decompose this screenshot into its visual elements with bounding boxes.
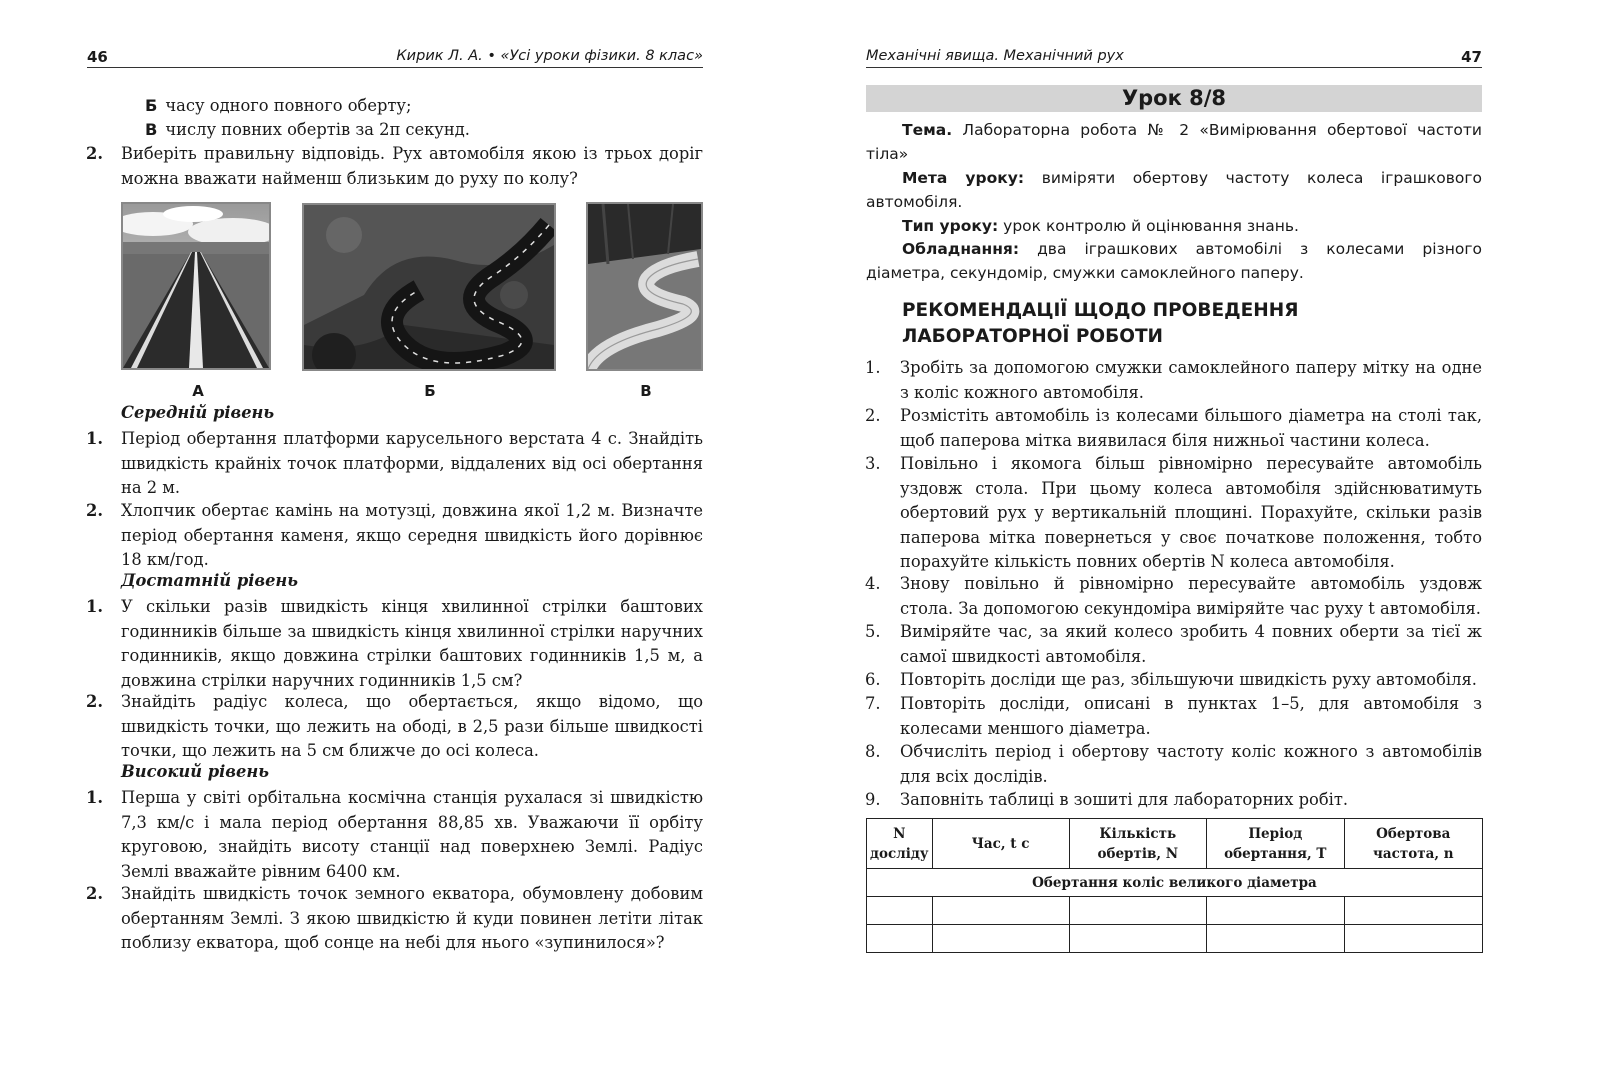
option-letter: Б <box>145 96 158 115</box>
table-section-label: Обертання коліс великого діаметра <box>867 869 1483 897</box>
topic-label: Тема. <box>902 121 953 139</box>
task-text: Знайдіть радіус колеса, що обертається, якщо відомо, що швидкість точки, що лежить на ободі, в 2,5 рази більше швидкості точки, що лежить на 5 см ближче до осі колеса. <box>121 692 703 761</box>
sufficient-task-2 <box>86 690 703 764</box>
high-task-1 <box>86 786 703 884</box>
topic-paragraph <box>866 118 1482 166</box>
step-number: 8. <box>865 742 881 761</box>
serpentine-road-photo <box>302 203 556 371</box>
step-9 <box>865 788 1482 813</box>
table-cell <box>1069 897 1206 925</box>
task-text: Хлопчик обертає камінь на мотузці, довжина якої 1,2 м. Визначте період обертання каменя, якщо середня швидкість його дорівнює 18 км/год. <box>121 501 703 570</box>
table-cell <box>867 897 933 925</box>
goal-label: Мета уроку: <box>902 169 1025 187</box>
step-text: Повільно і якомога більш рівномірно пересувайте автомобіль уздовж стола. При цьому колеса автомобіля здійснюватимуть обертовий рух у вертикальній площині. Порахуйте, скільки разів паперова мітка повернеться у своє початкове положення, тобто порахуйте кількість повних обертів N колеса автомобіля. <box>900 454 1482 572</box>
recommendations-heading-line-2: ЛАБОРАТОРНОЇ РОБОТИ <box>902 326 1164 347</box>
option-text: часу одного повного оберту; <box>165 96 412 115</box>
photo-caption-a: А <box>192 382 204 400</box>
task-text: Перша у світі орбітальна космічна станція рухалася зі швидкістю 7,3 км/с і мала період обертання 88,85 хв. Уважаючи її орбіту круговою, знайдіть висоту станції над поверхнею Землі. Радіус Землі вважайте рівним 6400 км. <box>121 788 703 881</box>
option-letter: В <box>145 120 158 139</box>
photo-caption-v: В <box>640 382 652 400</box>
topic-text: Лабораторна робота № 2 «Вимірювання обертової частоти тіла» <box>866 121 1482 163</box>
goal-paragraph <box>866 166 1482 214</box>
table-section-row <box>867 869 1483 897</box>
table-cell <box>867 925 933 953</box>
option-text: числу повних обертів за 2π секунд. <box>165 120 470 139</box>
goal-text: виміряти обертову частоту колеса іграшкового автомобіля. <box>866 169 1482 211</box>
option-v <box>145 118 470 142</box>
lab-results-table <box>866 818 1483 953</box>
step-text: Розмістіть автомобіль із колесами більшого діаметра на столі так, щоб паперова мітка виявилася біля нижньої частини колеса. <box>900 406 1482 450</box>
task-number: 2. <box>86 884 103 903</box>
winding-road-photo <box>586 202 703 371</box>
high-task-2 <box>86 882 703 956</box>
straight-road-photo <box>121 202 271 370</box>
step-1 <box>865 356 1482 405</box>
table-header-cell: N досліду <box>867 819 933 869</box>
step-text: Знову повільно й рівномірно пересувайте автомобіль уздовж стола. За допомогою секундоміра виміряйте час руху t автомобіля. <box>900 574 1482 618</box>
equipment-paragraph <box>866 237 1482 285</box>
step-number: 3. <box>865 454 881 473</box>
lesson-title-bar <box>866 85 1482 112</box>
table-row <box>867 925 1483 953</box>
type-label: Тип уроку: <box>902 217 999 235</box>
level-middle-heading: Середній рівень <box>121 403 275 422</box>
step-text: Заповніть таблиці в зошиті для лабораторних робіт. <box>900 790 1349 809</box>
question-number: 2. <box>86 144 103 163</box>
type-paragraph <box>866 214 1482 238</box>
step-number: 1. <box>865 358 881 377</box>
table-header-cell: Кількість обертів, N <box>1069 819 1206 869</box>
step-number: 4. <box>865 574 881 593</box>
table-header-cell: Період обертання, T <box>1207 819 1345 869</box>
task-number: 2. <box>86 692 103 711</box>
step-6 <box>865 668 1482 693</box>
sufficient-task-1 <box>86 595 703 693</box>
table-cell <box>932 925 1069 953</box>
equipment-label: Обладнання: <box>902 240 1020 258</box>
type-text: урок контролю й оцінювання знань. <box>1003 217 1299 235</box>
task-text: Знайдіть швидкість точок земного екватора, обумовлену добовим обертанням Землі. З якою швидкістю й куди повинен летіти літак поблизу екватора, щоб сонце на небі для нього «зупинилося»? <box>121 884 703 953</box>
step-number: 9. <box>865 790 881 809</box>
level-sufficient-heading: Достатній рівень <box>121 571 299 590</box>
task-text: Період обертання платформи карусельного верстата 4 с. Знайдіть швидкість крайніх точок платформи, віддалених від осі обертання на 2 м. <box>121 429 703 498</box>
step-7 <box>865 692 1482 741</box>
step-4 <box>865 572 1482 621</box>
table-row <box>867 897 1483 925</box>
option-b <box>145 94 411 118</box>
middle-task-2 <box>86 499 703 573</box>
middle-task-1 <box>86 427 703 501</box>
step-5 <box>865 620 1482 669</box>
step-number: 5. <box>865 622 881 641</box>
step-number: 2. <box>865 406 881 425</box>
step-text: Зробіть за допомогою смужки самоклейного паперу мітку на одне з коліс кожного автомобіля. <box>900 358 1482 402</box>
table-cell <box>932 897 1069 925</box>
step-text: Повторіть досліди ще раз, збільшуючи швидкість руху автомобіля. <box>900 670 1477 689</box>
step-8 <box>865 740 1482 789</box>
step-2 <box>865 404 1482 453</box>
step-text: Виміряйте час, за який колесо зробить 4 повних оберти за тієї ж самої швидкості автомобіля. <box>900 622 1482 666</box>
table-cell <box>1207 925 1345 953</box>
table-header-cell: Час, t с <box>932 819 1069 869</box>
step-text: Обчисліть період і обертову частоту коліс кожного з автомобілів для всіх дослідів. <box>900 742 1482 786</box>
task-number: 2. <box>86 501 103 520</box>
right-running-header <box>866 46 1482 68</box>
right-header-title: Механічні явища. Механічний рух <box>866 48 1124 64</box>
recommendations-heading <box>902 298 1298 350</box>
table-header-cell: Обертова частота, n <box>1344 819 1482 869</box>
table-cell <box>1344 925 1482 953</box>
left-running-header <box>87 46 703 68</box>
question-2 <box>86 142 703 191</box>
step-text: Повторіть досліди, описані в пунктах 1–5, для автомобіля з колесами меншого діаметра. <box>900 694 1482 738</box>
left-page-number: 46 <box>87 48 108 66</box>
table-cell <box>1069 925 1206 953</box>
right-page-number: 47 <box>1461 48 1482 66</box>
photo-caption-b: Б <box>424 382 436 400</box>
question-text: Виберіть правильну відповідь. Рух автомобіля якою із трьох доріг можна вважати найменш близьким до руху по колу? <box>121 144 703 188</box>
step-number: 6. <box>865 670 881 689</box>
step-3 <box>865 452 1482 575</box>
recommendations-heading-line-1: РЕКОМЕНДАЦІЇ ЩОДО ПРОВЕДЕННЯ <box>902 300 1299 321</box>
table-cell <box>1344 897 1482 925</box>
task-number: 1. <box>86 788 103 807</box>
lesson-title: Урок 8/8 <box>1121 86 1227 110</box>
level-high-heading: Високий рівень <box>121 762 269 781</box>
step-number: 7. <box>865 694 881 713</box>
table-header-row <box>867 819 1483 869</box>
left-header-title: Кирик Л. А. • «Усі уроки фізики. 8 клас» <box>396 48 703 64</box>
equipment-text: два іграшкових автомобілі з колесами різного діаметра, секундомір, смужки самоклейного паперу. <box>866 240 1483 282</box>
table-cell <box>1207 897 1345 925</box>
task-text: У скільки разів швидкість кінця хвилинної стрілки баштових годинників більше за швидкість кінця хвилинної стрілки наручних годинників, якщо довжина стрілки баштових годинників 1,5 м, а довжина стрілки наручних годинників 1,5 см? <box>121 597 703 690</box>
task-number: 1. <box>86 429 103 448</box>
task-number: 1. <box>86 597 103 616</box>
